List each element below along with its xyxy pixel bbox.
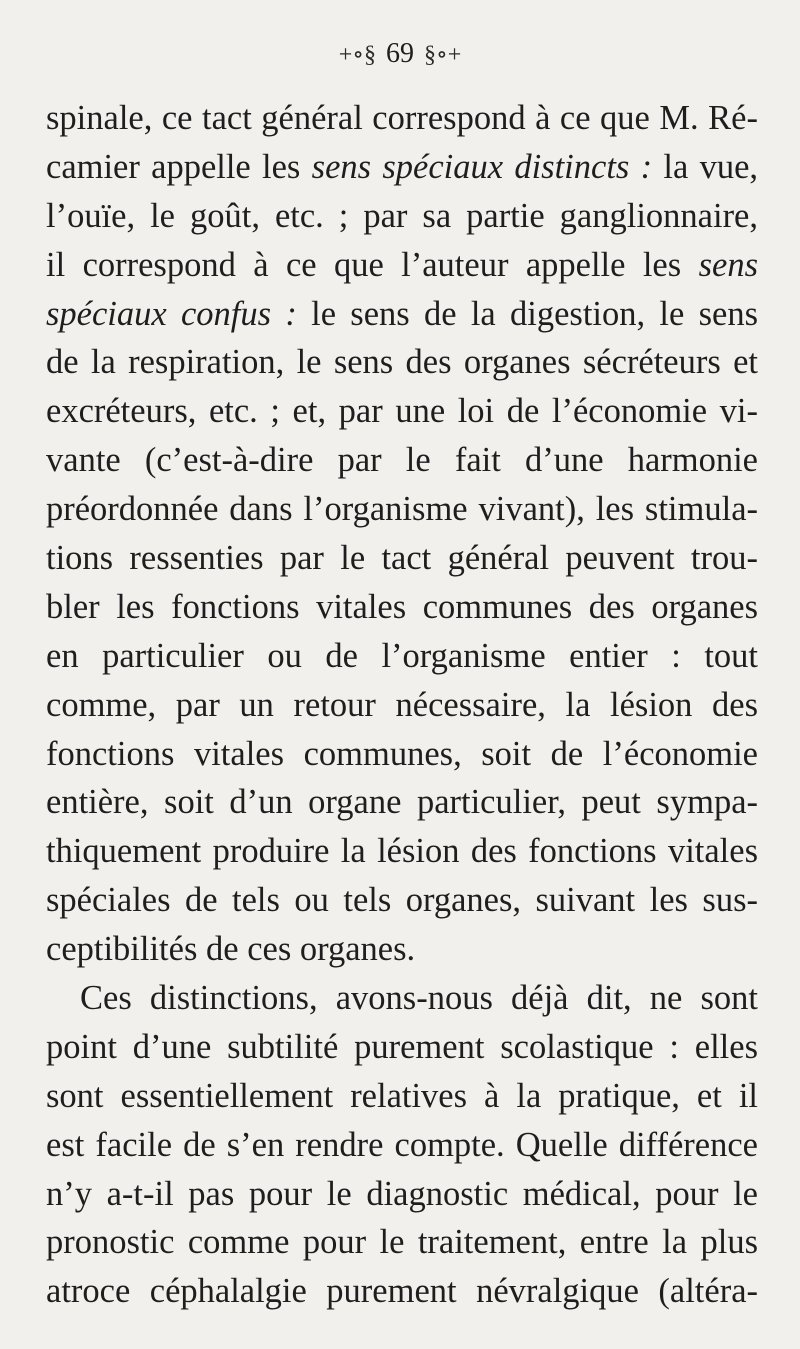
- text-line: sont essentiellement relatives à la pratique, et il: [46, 1076, 758, 1115]
- text-line: fonctions vitales communes, soit de l’économie: [46, 734, 758, 773]
- text-line: il correspond à ce que l’auteur appelle les sens: [46, 245, 758, 284]
- text-line: préordonnée dans l’organisme vivant), les stimula-: [46, 490, 758, 529]
- text-line: spinale, ce tact général correspond à ce que M. Ré-: [46, 99, 758, 137]
- text-line: atroce céphalalgie purement névralgique (altéra-: [46, 1272, 758, 1311]
- text-line: camier appelle les sens spéciaux distincts : la vue,: [46, 147, 759, 186]
- text-line: spéciaux confus : le sens de la digestion, le sens: [46, 294, 758, 333]
- italic-term: sens spéciaux distincts :: [311, 147, 653, 186]
- page-header: [0, 34, 800, 75]
- text-line: pronostic comme pour le traitement, entre la plus: [46, 1223, 758, 1262]
- text-line: comme, par un retour nécessaire, la lésion des: [46, 685, 758, 724]
- text-line: de la respiration, le sens des organes sécréteurs et: [46, 343, 758, 382]
- ornament-right-icon: §∘+: [424, 42, 462, 68]
- text-line: tions ressenties par le tact général peuvent trou-: [46, 539, 758, 578]
- text-line: vante (c’est-à-dire par le fait d’une harmonie: [46, 441, 758, 480]
- page-body-text: [46, 94, 758, 1316]
- italic-term: spéciaux confus :: [46, 294, 297, 333]
- text-line: ceptibilités de ces organes.: [46, 930, 416, 969]
- text-line: point d’une subtilité purement scolastique : elles: [46, 1027, 758, 1066]
- ornament-left-icon: +∘§: [338, 42, 376, 68]
- text-line: est facile de s’en rendre compte. Quelle différence: [46, 1125, 758, 1164]
- text-line: Ces distinctions, avons-nous déjà dit, ne sont: [80, 979, 758, 1018]
- italic-term: sens: [698, 245, 758, 284]
- text-line: en particulier ou de l’organisme entier : tout: [46, 636, 758, 675]
- text-line: thiquement produire la lésion des fonctions vitales: [46, 832, 758, 871]
- text-line: excréteurs, etc. ; et, par une loi de l’économie vi-: [46, 392, 758, 431]
- text-line: spéciales de tels ou tels organes, suivant les sus-: [46, 881, 758, 920]
- text-line: n’y a-t-il pas pour le diagnostic médical, pour le: [46, 1174, 758, 1213]
- text-line: l’ouïe, le goût, etc. ; par sa partie ganglionnaire,: [46, 196, 758, 235]
- page-number: 69: [386, 38, 414, 69]
- text-line: entière, soit d’un organe particulier, peut sympa-: [46, 783, 758, 822]
- text-line: bler les fonctions vitales communes des organes: [46, 587, 758, 626]
